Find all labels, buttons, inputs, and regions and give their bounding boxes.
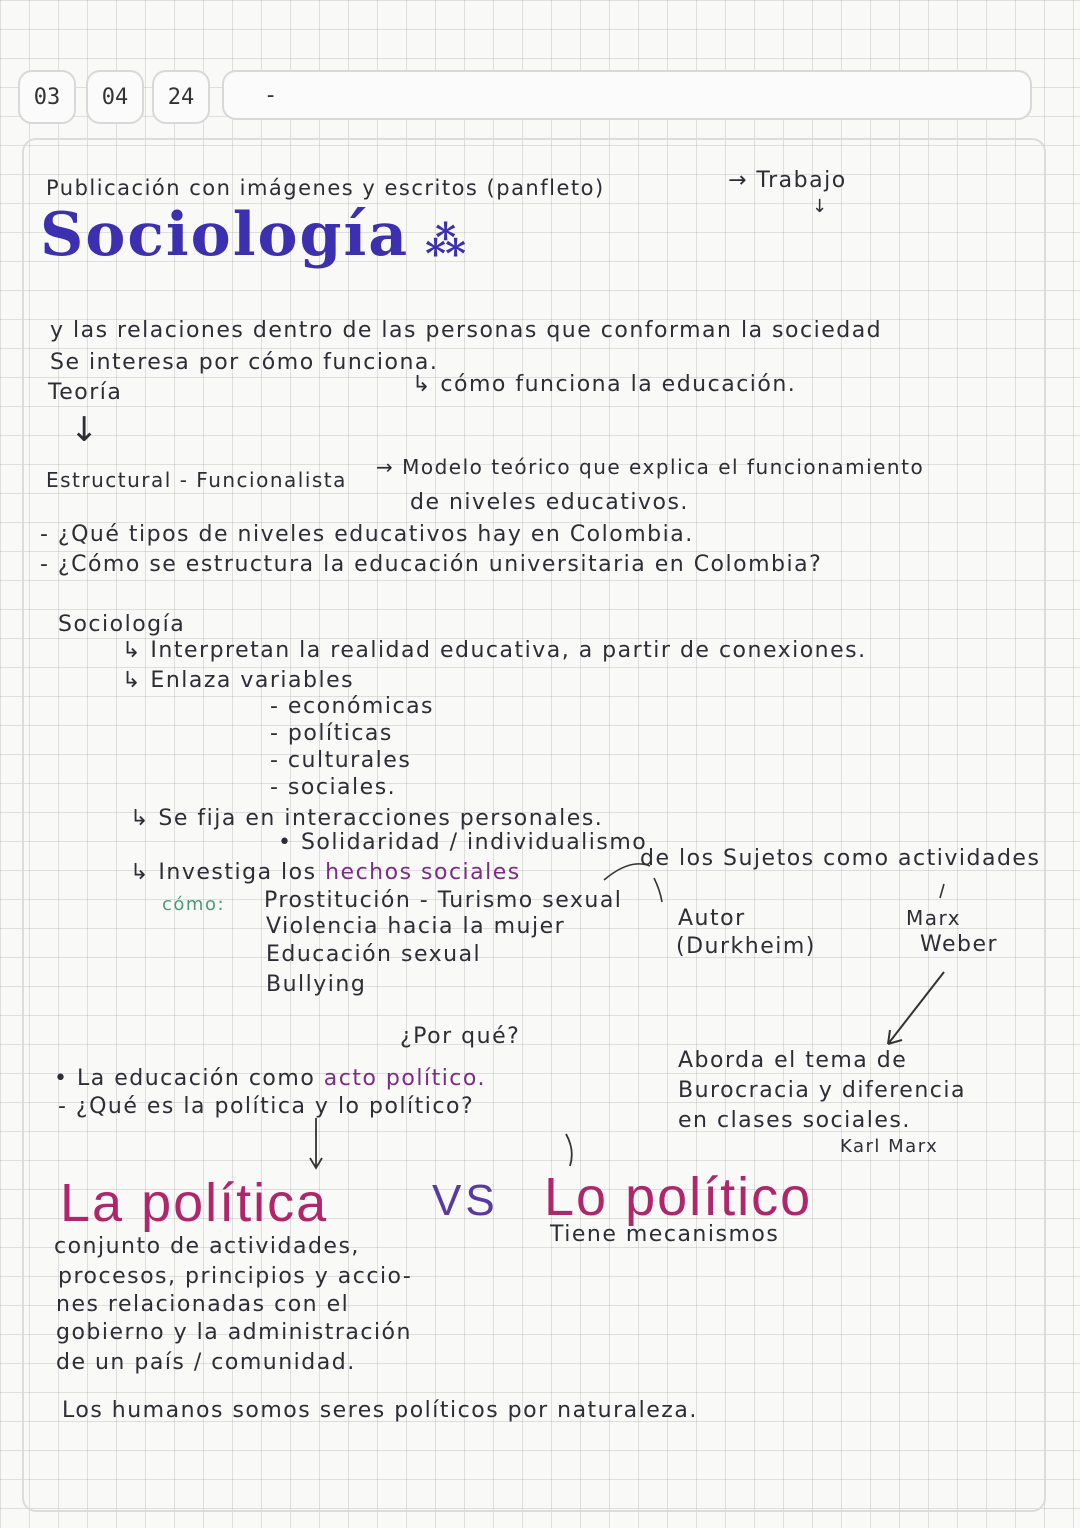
closing-line: Los humanos somos seres políticos por naturaleza. (62, 1398, 698, 1423)
example-1: Prostitución - Turismo sexual (264, 888, 623, 913)
vs-label: VS (432, 1176, 499, 1225)
connector-curve (604, 864, 650, 880)
variable-social: - sociales. (270, 775, 397, 800)
example-2: Violencia hacia la mujer (266, 914, 566, 939)
variable-economic: - económicas (270, 694, 435, 719)
actividades-line: de los Sujetos como actividades (640, 846, 1041, 871)
structural-model1: → Modelo teórico que explica el funcionamiento (376, 455, 925, 479)
variable-cultural: - culturales (270, 748, 412, 773)
politica-def-1: conjunto de actividades, (54, 1234, 360, 1259)
tiene-mecanismos: Tiene mecanismos (550, 1222, 780, 1247)
weber-label: Weber (920, 932, 999, 957)
date-day: 03 (33, 84, 61, 110)
definition-line1: y las relaciones dentro de las personas que conforman la sociedad (50, 318, 883, 343)
question-politica: - ¿Qué es la política y lo político? (58, 1094, 475, 1119)
theory-sub: ↳ cómo funciona la educación. (412, 372, 797, 397)
down-arrow-icon: ↓ (812, 196, 829, 217)
como-label: cómo: (162, 894, 226, 915)
title-field: - (264, 82, 278, 108)
karl-marx-label: Karl Marx (840, 1136, 939, 1157)
theory-label: Teoría (48, 380, 123, 405)
politica-def-2: procesos, principios y accio- (58, 1264, 413, 1289)
connector-arrow-autor (654, 878, 662, 902)
aborda-line3: en clases sociales. (678, 1108, 911, 1133)
variable-political: - políticas (270, 721, 393, 746)
la-politica-title: La política (60, 1173, 329, 1233)
structural-model2: de niveles educativos. (410, 490, 689, 515)
educacion-line: • La educación como acto político. (54, 1066, 486, 1091)
down-arrow-icon: ↓ (70, 410, 100, 450)
aborda-line2: Burocracia y diferencia (678, 1078, 966, 1103)
structural-label: Estructural - Funcionalista (46, 468, 347, 492)
example-4: Bullying (266, 972, 367, 997)
intro-arrow-note: → Trabajo (728, 168, 847, 193)
definition-line2: Se interesa por cómo funciona. (50, 350, 439, 375)
sociologia-enlaza: ↳ Enlaza variables (122, 668, 355, 693)
autor-label: Autor (678, 906, 746, 931)
lo-politico-title: Lo político (544, 1167, 813, 1227)
investiga-line: ↳ Investiga los hechos sociales (130, 860, 521, 885)
connector-arrow-weber (888, 972, 944, 1044)
politica-def-3: nes relacionadas con el (56, 1292, 350, 1317)
politica-def-4: gobierno y la administración (56, 1320, 412, 1345)
intro-line: Publicación con imágenes y escritos (panfleto) (46, 176, 605, 200)
aborda-line1: Aborda el tema de (678, 1048, 908, 1073)
sociologia-interpret: ↳ Interpretan la realidad educativa, a partir de conexiones. (122, 638, 867, 663)
sociologia-head: Sociología (58, 612, 186, 637)
sparkle-icon: ⁂ (409, 218, 468, 265)
durkheim-label: (Durkheim) (676, 934, 816, 959)
marx-label: Marx (906, 906, 962, 930)
politica-def-5: de un país / comunidad. (56, 1350, 356, 1375)
date-year: 24 (167, 84, 195, 110)
connector-squiggle (566, 1134, 572, 1166)
structural-question2: - ¿Cómo se estructura la educación universitaria en Colombia? (40, 552, 823, 577)
example-3: Educación sexual (266, 942, 482, 967)
structural-question1: - ¿Qué tipos de niveles educativos hay en Colombia. (40, 522, 694, 547)
solidaridad-line: • Solidaridad / individualismo (278, 830, 648, 855)
sociologia-fija: ↳ Se fija en interacciones personales. (130, 806, 604, 831)
por-que: ¿Por qué? (400, 1024, 521, 1049)
page-title: Sociología ⁂ (40, 200, 468, 270)
date-month: 04 (101, 84, 129, 110)
connector-arrow-marx (940, 884, 944, 898)
